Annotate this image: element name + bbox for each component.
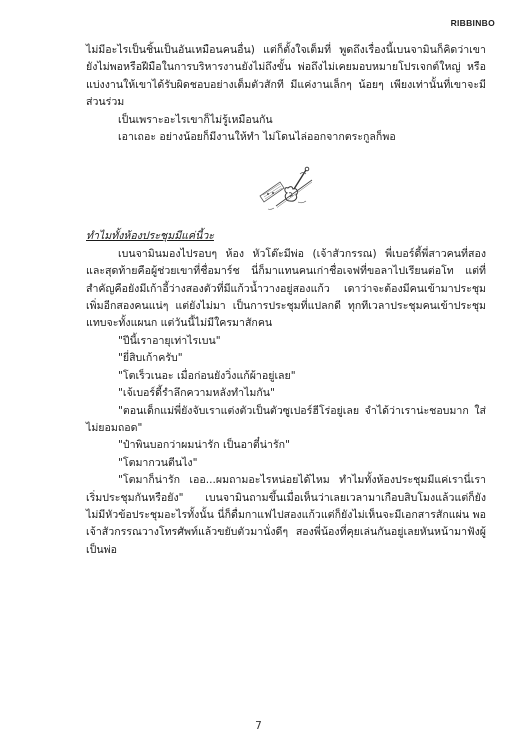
dialogue-line: "ปีนี้เราอายุเท่าไรเบน" <box>118 334 221 347</box>
dialogue-line: "ป๋าพินบอกว่าผมน่ารัก เป็นอาตี๋น่ารัก" <box>118 439 290 452</box>
section-2 <box>86 228 486 559</box>
dialogue-line: "โตมากวนตีนไง" <box>118 456 198 469</box>
dialogue-line: "เจ้เบอร์ดี้รำลึกความหลังทำไมกัน" <box>118 387 275 400</box>
dialogue-line: "ยี่สิบเก้าครับ" <box>118 352 183 365</box>
dialogue-line: "ตอนเด็กแม่พี่ยังจับเราแต่งตัวเป็นตัวซูเปอร์ฮีโร่อยู่เลย จำได้ว่าเราน่ะชอบมาก ใส่ไม่ยอมถอด" <box>86 404 486 434</box>
scene-heading: ทำไมทั้งห้องประชุมมีแค่นี้วะ <box>86 230 214 243</box>
body-paragraph: เอาเถอะ อย่างน้อยก็มีงานให้ทำ ไม่โดนไล่ออกจากตระกูลก็พอ <box>118 131 396 144</box>
dialogue-line: "โตเร็วเนอะ เมื่อก่อนยังวิ่งแก้ผ้าอยู่เลย" <box>118 369 296 382</box>
page-number: 7 <box>255 720 262 732</box>
violin-ornament-icon <box>254 162 318 214</box>
running-header: RIBBINBO <box>450 18 495 28</box>
body-paragraph: ไม่มีอะไรเป็นชิ้นเป็นอันเหมือนคนอื่น) แต่ก็ตั้งใจเต็มที่ พูดถึงเรื่องนี้เบนจามินก็คิดว่าเขายังไม่พอหรือฝีมือในการบริหารงานยังไม่ถึงขั้น พ่อถึงไม่เคยมอบหมายโปรเจกต์ใหญ่ หรือแบ่งงานให้เขาได้รับผิดชอบอย่างเต็มตัวสักที มีแค่งานเล็กๆ น้อยๆ เพียงเท่านั้นที่เขาจะมีส่วนร่วม <box>86 44 486 109</box>
body-paragraph: เบนจามินมองไปรอบๆ ห้อง หัวโต๊ะมีพ่อ (เจ้าสัวกรรณ) พี่เบอร์ดี้พี่สาวคนที่สอง และสุดท้ายคือผู้ช่วยเขาที่ชื่อมาร์ช นี่ก็มาแทนคนเก่าชื่อเจฟที่ขอลาไปเรียนต่อโท แต่ที่สำคัญคือยังมีเก้าอี้ว่างสองตัวที่มีแก้วน้ำวางอยู่สองแก้ว เดาว่าจะต้องมีคนเข้ามาประชุมเพิ่มอีกสองคนแน่ๆ แต่ยังไม่มา เป็นการประชุมที่แปลกดี ทุกทีเวลาประชุมคนเข้าประชุมแทบจะทั้งแผนก แต่วันนี้ไม่มีใครมาสักคน <box>86 247 486 330</box>
section-1 <box>86 42 486 146</box>
body-paragraph: "โตมาก็น่ารัก เออ...ผมถามอะไรหน่อยได้ไหม ทำไมทั้งห้องประชุมมีแค่เรานี่เราเริ่มประชุมกันหรือยัง" เบนจามินถามขึ้นเมื่อเห็นว่าเลยเวลามาเกือบสิบโมงแล้วแต่ก็ยังไม่มีหัวข้อประชุมอะไรทั้งนั้น นี่ก็ดื่มกาแฟไปสองแก้วแต่ก็ยังไม่เห็นจะมีเอกสารสักแผ่น พอเจ้าสัวกรรณวางโทรศัพท์แล้วขยับตัวมานั่งดีๆ สองพี่น้องที่คุยเล่นกันอยู่เลยหันหน้ามาฟังผู้เป็นพ่อ <box>86 474 486 556</box>
page-body <box>86 42 486 559</box>
body-paragraph: เป็นเพราะอะไรเขาก็ไม่รู้เหมือนกัน <box>118 113 273 126</box>
